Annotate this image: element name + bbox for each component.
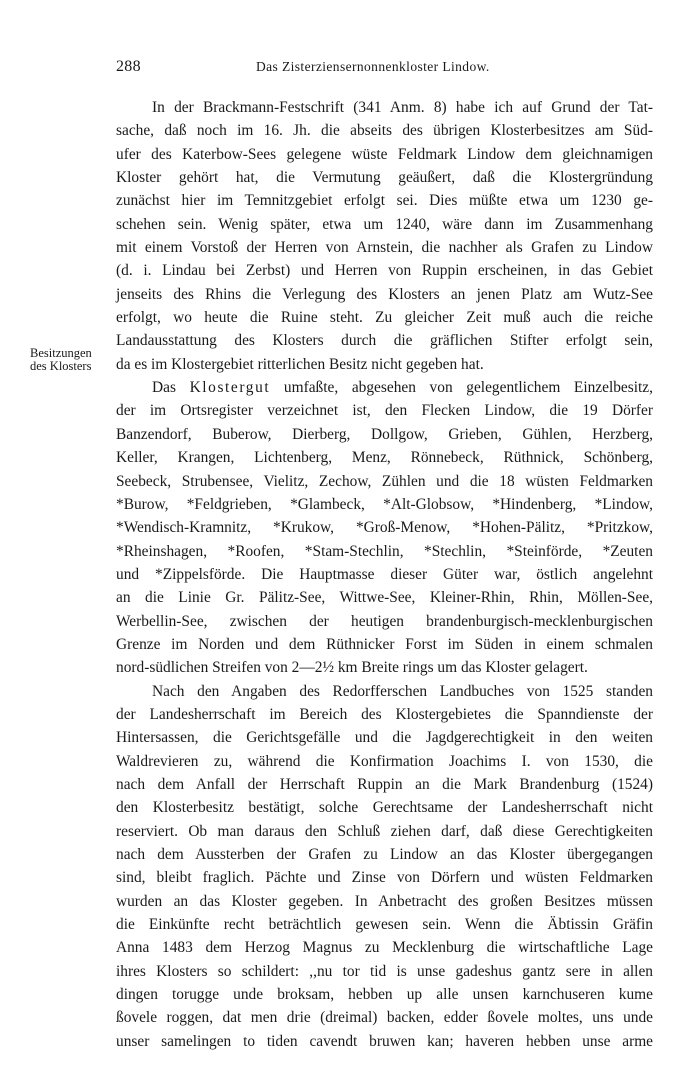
text-line: wurden an das Kloster gegeben. In Anbetracht des großen Besitzes müssen [116, 892, 653, 910]
marginal-note [30, 347, 120, 373]
text-line: Keller, Krangen, Lichtenberg, Menz, Rönnebeck, Rüthnick, Schönberg, [116, 449, 653, 467]
text-line: sind, bleibt fraglich. Pächte und Zinse von Dörfern und wüsten Feldmarken [116, 869, 653, 887]
text-fragment: umfaßte, abgesehen von gelegentlichem Einzelbesitz, [283, 379, 653, 397]
text-line: *Wendisch-Kramnitz, *Krukow, *Groß-Menow, *Hohen-Pälitz, *Pritzkow, [116, 519, 653, 537]
text-line: den Klosterbesitz bestätigt, solche Gerechtsame der Landesherrschaft nicht [116, 799, 653, 817]
text-line: unser samelingen to tiden cavendt bruwen kan; haveren hebben unse arme [116, 1032, 653, 1050]
text-line: Banzendorf, Buberow, Dierberg, Dollgow, Grieben, Gühlen, Herzberg, [116, 425, 653, 443]
text-line: Nach den Angaben des Redorfferschen Landbuches von 1525 standen [152, 682, 653, 700]
text-line: ufer des Katerbow-Sees gelegene wüste Feldmark Lindow dem gleichnamigen [116, 145, 653, 163]
text-line: Werbellin-See, zwischen der heutigen brandenburgisch-mecklenburgischen [116, 612, 653, 630]
text-line: die Einkünfte recht beträchtlich gewesen sein. Wenn die Äbtissin Gräfin [116, 916, 653, 934]
text-line: ihres Klosters so schildert: ,,nu tor tid is unse gadeshus gantz sere in allen [116, 962, 653, 980]
running-title: Das Zisterziensernonnenkloster Lindow. [256, 59, 490, 74]
text-line: Seebeck, Strubensee, Vielitz, Zechow, Zühlen und die 18 wüsten Feldmarken [116, 472, 653, 490]
text-line: reserviert. Ob man daraus den Schluß ziehen darf, daß diese Gerechtigkeiten [116, 822, 653, 840]
text-line: Grenze im Norden und dem Rüthnicker Forst im Süden in einem schmalen [116, 635, 653, 653]
paragraph [116, 96, 653, 376]
emphasized-term: Klostergut [189, 379, 271, 397]
text-line: ßovele roggen, dat men drie (dreimal) backen, edder ßovele moltes, uns unde [116, 1009, 653, 1027]
marginal-note-line: Besitzungen [30, 346, 92, 360]
text-line: In der Brackmann-Festschrift (341 Anm. 8) habe ich auf Grund der Tat- [152, 99, 653, 116]
text-line: erfolgt, wo heute die Ruine steht. Zu gleicher Zeit muß auch die reiche [116, 309, 653, 327]
text-line: Kloster gehört hat, die Vermutung geäußert, daß die Klostergründung [116, 169, 653, 187]
text-line: an die Linie Gr. Pälitz-See, Wittwe-See, Kleiner-Rhin, Rhin, Möllen-See, [116, 589, 653, 607]
text-line: mit einem Vorstoß der Herren von Arnstein, die nachher als Grafen zu Lindow [116, 239, 653, 257]
text-word: Das [152, 379, 176, 397]
text-line: *Rheinshagen, *Roofen, *Stam-Stechlin, *Stechlin, *Steinförde, *Zeuten [116, 542, 653, 560]
marginal-note-line: des Klosters [30, 359, 92, 373]
text-line: der Landesherrschaft im Bereich des Klostergebietes die Spanndienste der [116, 705, 653, 723]
text-line: nach dem Anfall der Herrschaft Ruppin an die Mark Brandenburg (1524) [116, 775, 653, 793]
text-line: *Burow, *Feldgrieben, *Glambeck, *Alt-Globsow, *Hindenberg, *Lindow, [116, 495, 653, 513]
text-line: da es im Klostergebiet ritterlichen Besitz nicht gegeben hat. [116, 355, 484, 373]
paragraph [116, 680, 653, 1054]
page-header [116, 58, 656, 80]
text-line: und *Zippelsförde. Die Hauptmasse dieser Güter war, östlich angelehnt [116, 565, 653, 583]
text-line: schehen sein. Wenig später, etwa um 1240, wäre dann im Zusammenhang [116, 215, 653, 233]
page-number: 288 [116, 58, 141, 75]
text-line: dingen torugge unde broksam, hebben up alle unsen karnchuseren kume [116, 986, 653, 1004]
text-line: Landausstattung des Klosters durch die gräflichen Stifter erfolgt sein, [116, 332, 653, 350]
text-line [116, 376, 653, 399]
text-line: (d. i. Lindau bei Zerbst) und Herren von Ruppin erscheinen, in das Gebiet [116, 262, 653, 280]
paragraph [116, 376, 653, 679]
body-text [116, 96, 653, 1053]
text-line: Waldrevieren zu, während die Konfirmation Joachims I. von 1530, die [116, 752, 653, 770]
text-line: sache, daß noch im 16. Jh. die abseits des übrigen Klosterbesitzes am Süd- [116, 122, 653, 140]
text-line: zunächst hier im Temnitzgebiet erfolgt sei. Dies müßte etwa um 1230 ge- [116, 192, 653, 210]
text-line: Anna 1483 dem Herzog Magnus zu Mecklenburg die wirtschaftliche Lage [116, 939, 653, 957]
text-line: jenseits des Rhins die Verlegung des Klosters an jenen Platz am Wutz-See [116, 285, 653, 303]
text-line: nach dem Aussterben der Grafen zu Lindow an das Kloster übergegangen [116, 846, 653, 863]
text-line: nord-südlichen Streifen von 2—2½ km Breite rings um das Kloster gelagert. [116, 659, 588, 677]
text-line: Hintersassen, die Gerichtsgefälle und die Jagdgerechtigkeit in den weiten [116, 729, 653, 747]
text-line: der im Ortsregister verzeichnet ist, den Flecken Lindow, die 19 Dörfer [116, 402, 653, 420]
